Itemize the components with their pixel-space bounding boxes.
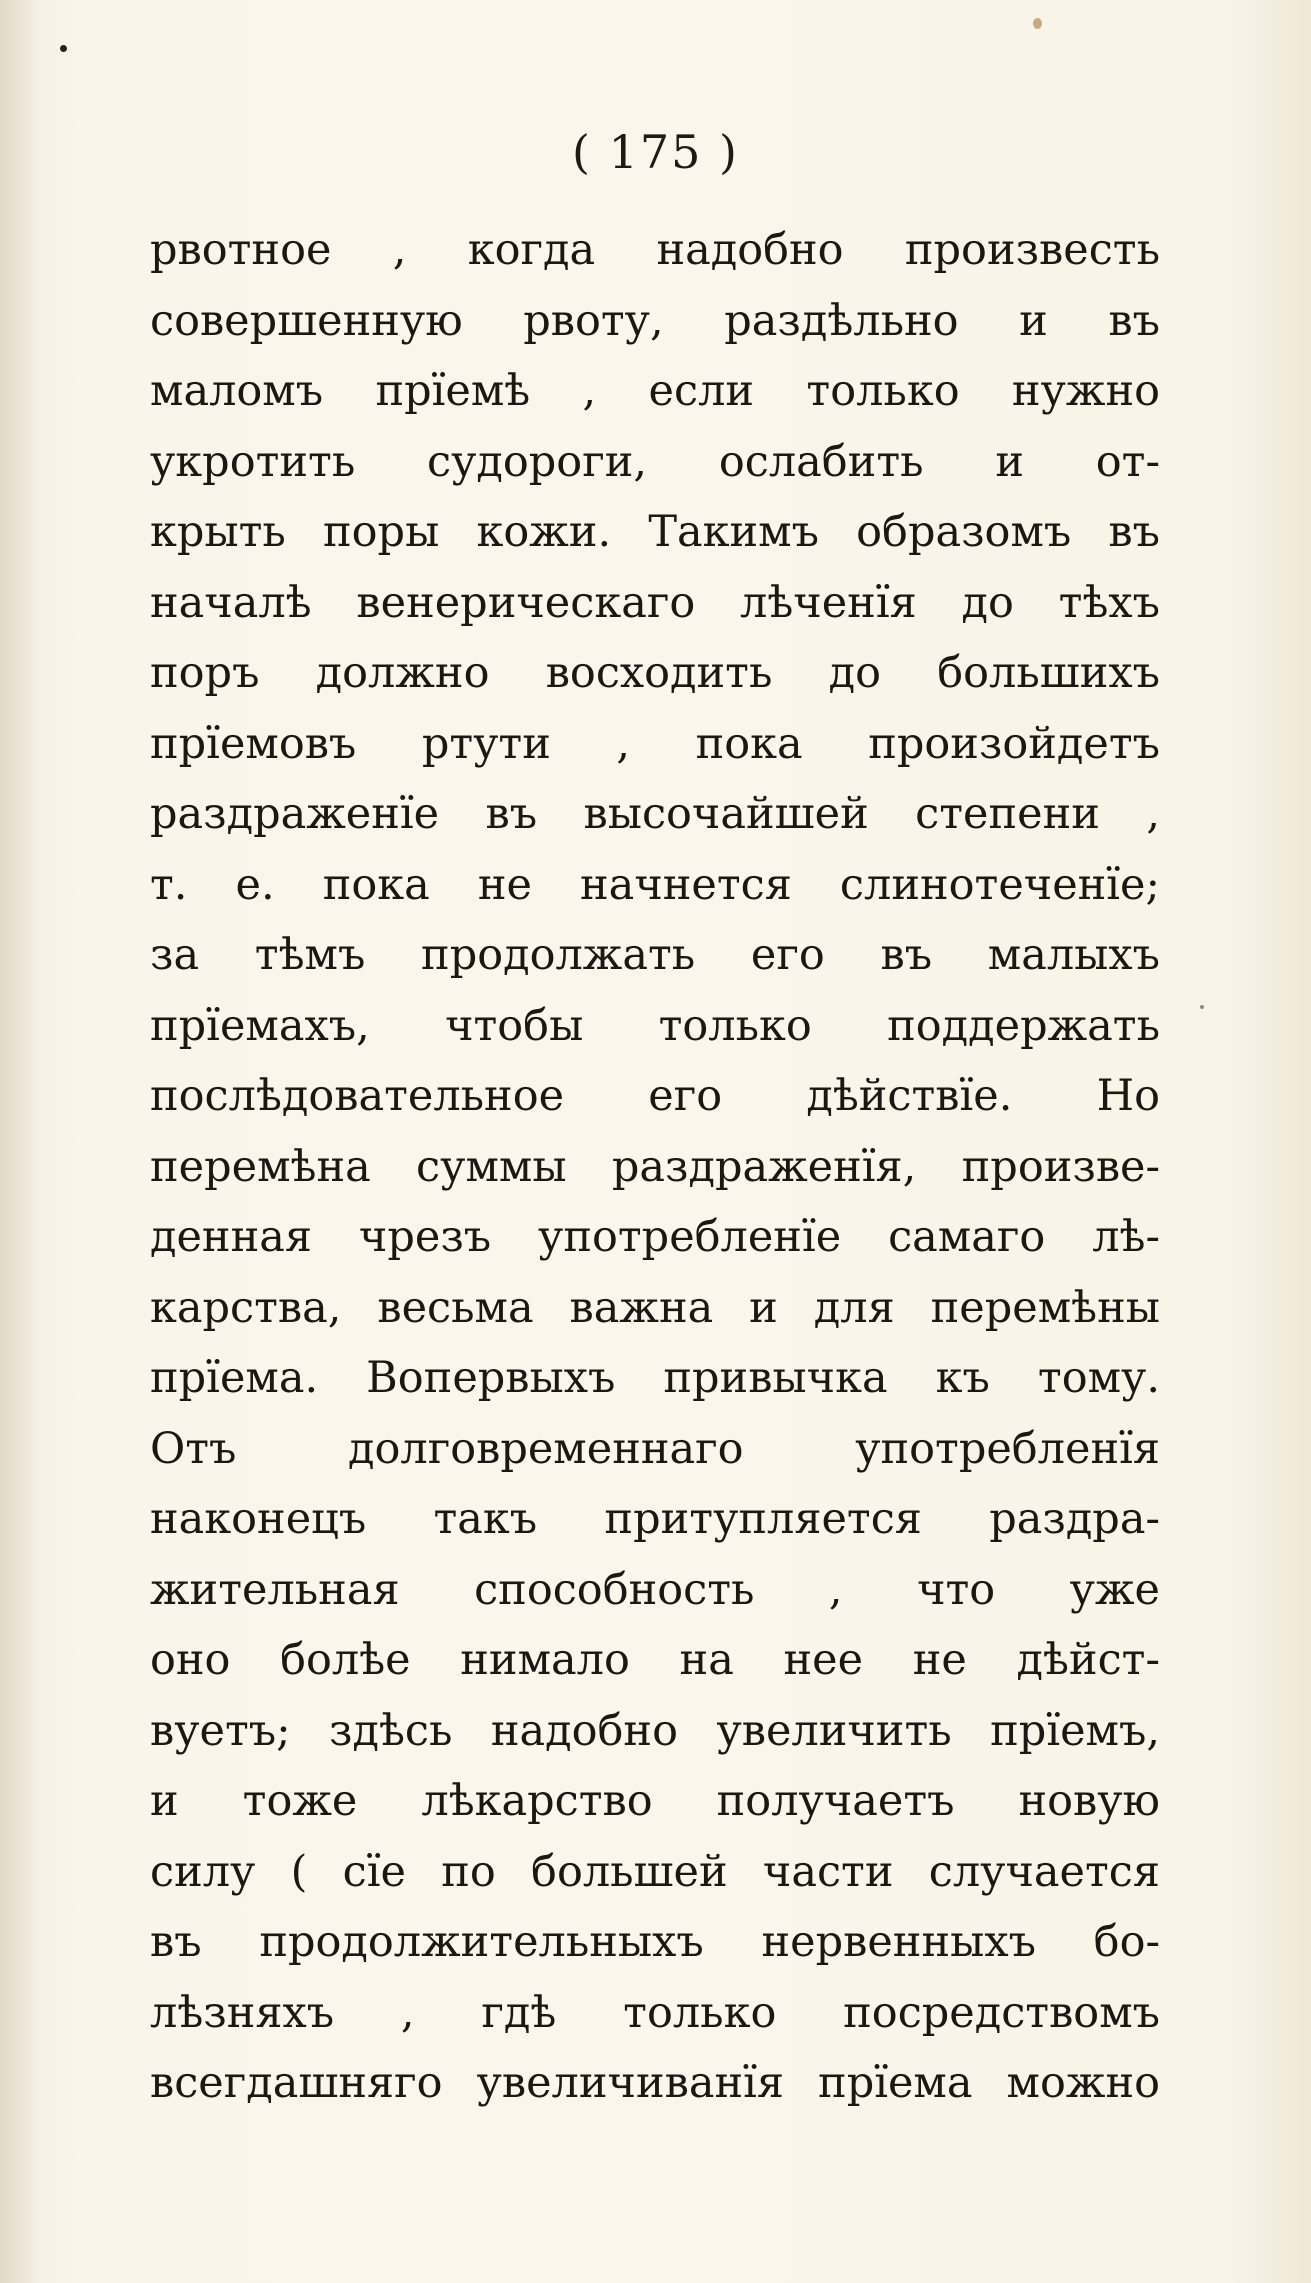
text-line: перемѣна суммы раздраженїя, произве- [150,1141,1160,1192]
text-line: силу ( сїе по большей части случается [150,1846,1160,1897]
text-line: наконецъ такъ притупляется раздра- [150,1494,1160,1544]
text-line: послѣдовательное его дѣйствїе. Но [150,1071,1160,1121]
text-line: вуетъ; здѣсь надобно увеличить прїемъ, [150,1705,1160,1756]
text-line: совершенную рвоту, раздѣльно и въ [150,295,1160,346]
text-line: карства, весьма важна и для перемѣны [150,1282,1160,1333]
text-line: оно болѣе нимало на нее не дѣйст- [150,1635,1160,1685]
text-line: и тоже лѣкарство получаетъ новую [150,1776,1160,1826]
text-line: маломъ прїемѣ , если только нужно [150,366,1160,416]
text-line: рвотное , когда надобно произвесть [150,225,1160,275]
text-line: Отъ долговременнаго употребленїя [150,1423,1160,1474]
text-line: крыть поры кожи. Такимъ образомъ въ [150,507,1160,557]
page-number: ( 175 ) [572,125,739,179]
text-line: за тѣмъ продолжать его въ малыхъ [150,930,1160,980]
ink-speck [60,45,67,52]
text-line: всегдашняго увеличиванїя прїема можно [150,2058,1160,2108]
text-line: лѣзняхъ , гдѣ только посредствомъ [150,1987,1160,2038]
text-line: началѣ венерическаго лѣченїя до тѣхъ [150,577,1160,628]
text-line: раздраженїе въ высочайшей степени , [150,789,1160,839]
text-line: укротить судороги, ослабить и от- [150,436,1160,487]
text-line: прїемовъ ртути , пока произойдетъ [150,718,1160,769]
text-line: прїема. Вопервыхъ привычка къ тому. [150,1353,1160,1403]
body-text [150,215,1160,2119]
text-line: прїемахъ, чтобы только поддержать [150,1000,1160,1051]
text-line: жительная способность , что уже [150,1564,1160,1615]
ink-speck [1200,1005,1204,1009]
text-line: поръ должно восходить до большихъ [150,648,1160,698]
page-binding-shadow [0,0,40,2283]
text-line: въ продолжительныхъ нервенныхъ бо- [150,1917,1160,1967]
text-line: денная чрезъ употребленїе самаго лѣ- [150,1212,1160,1262]
text-line: т. е. пока не начнется слинотеченїе; [150,859,1160,910]
paper-stain [1033,18,1042,29]
